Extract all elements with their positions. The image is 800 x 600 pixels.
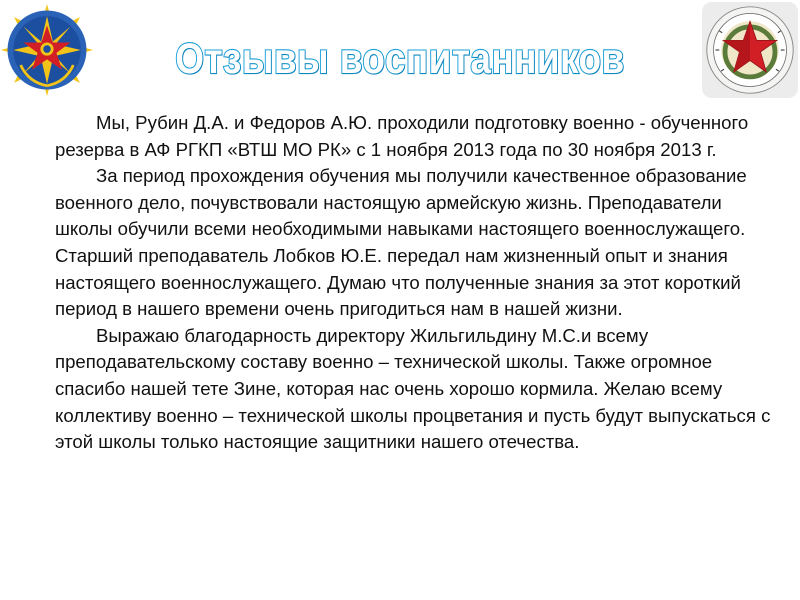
paragraph-1: Мы, Рубин Д.А. и Федоров А.Ю. проходили подготовку военно - обученного резерва в АФ РГКП «ВТШ МО РК» с 1 ноября 2013 года по 30 ноября 2013 г.: [55, 112, 749, 160]
testimonial-text: [55, 110, 775, 456]
slide-title: Отзывы воспитанников: [175, 35, 625, 83]
paragraph-3: Выражаю благодарность директору Жильгильдину М.С.и всему преподавательскому составу военно – технической школы. Также огромное спасибо нашей тете Зине, которая нас очень хорошо кормила. Желаю всему коллективу военно – технической школы процветания и пусть будут выпускаться с этой школы только настоящие защитники нашего отечества.: [55, 324, 771, 453]
paragraph-2: За период прохождения обучения мы получили качественное образование военного дело, почувствовали настоящую армейскую жизнь. Преподаватели школы обучили всеми необходимыми навыками настоящего военнослужащего. Старший преподаватель Лобков Ю.Е. передал нам жизненный опыт и знания настоящего военнослужащего. Думаю что полученные знания за этот короткий период в нашего времени очень пригодиться нам в нашей жизни.: [55, 165, 747, 320]
